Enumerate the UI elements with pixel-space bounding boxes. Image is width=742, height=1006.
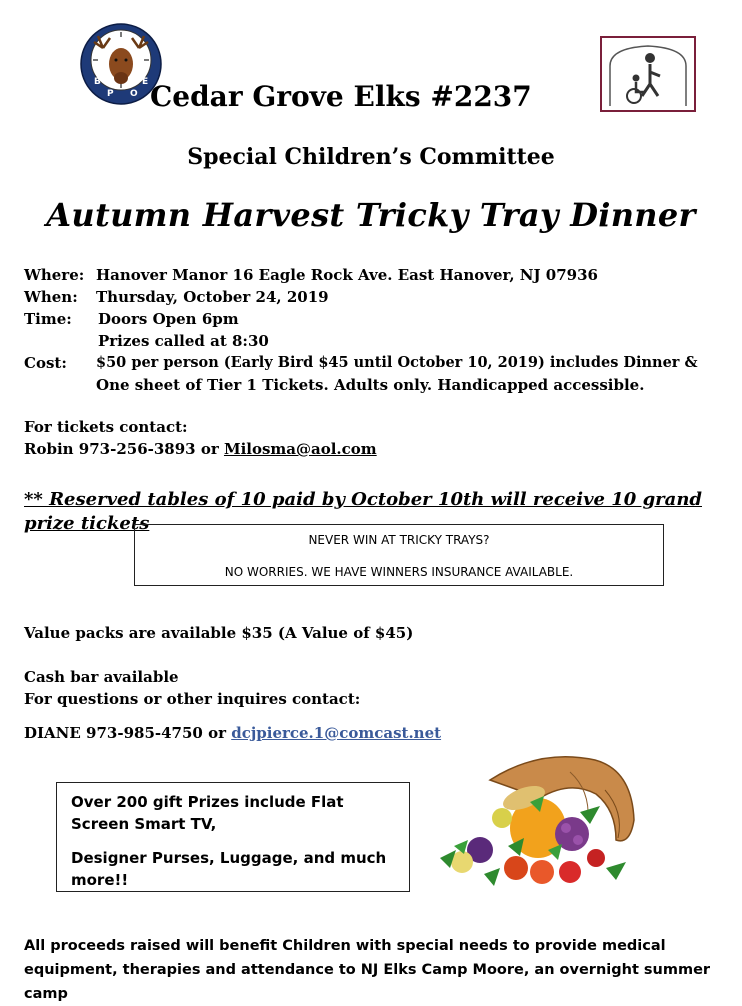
- time-value: Prizes called at 8:30: [98, 332, 269, 350]
- elks-logo-letter: E: [142, 77, 149, 87]
- tickets-heading: For tickets contact:: [24, 418, 188, 436]
- elks-logo-letter: O: [130, 89, 138, 99]
- time-label: Time:: [24, 310, 72, 328]
- where-label: Where:: [24, 266, 85, 284]
- event-title: Autumn Harvest Tricky Tray Dinner: [46, 196, 696, 234]
- cost-value: $50 per person (Early Bird $45 until October 10, 2019) includes Dinner &: [96, 354, 698, 371]
- prizes-line: Over 200 gift Prizes include Flat Screen Smart TV,: [71, 793, 344, 833]
- tickets-contact: [24, 440, 377, 458]
- where-value: Hanover Manor 16 Eagle Rock Ave. East Hanover, NJ 07936: [96, 266, 598, 284]
- insurance-line: NO WORRIES. WE HAVE WINNERS INSURANCE AVAILABLE.: [224, 565, 574, 579]
- tickets-email-link[interactable]: Milosma@aol.com: [223, 440, 377, 458]
- insurance-box: [134, 524, 664, 586]
- diane-contact-text: DIANE 973-985-4750 or: [24, 724, 232, 742]
- committee-title: Special Children’s Committee: [187, 144, 555, 170]
- prizes-line: Designer Purses, Luggage, and much more!!: [71, 849, 387, 889]
- when-value: Thursday, October 24, 2019: [96, 288, 329, 306]
- elks-logo-letter: P: [107, 89, 114, 99]
- value-packs: Value packs are available $35 (A Value of $45): [24, 624, 414, 642]
- special-children-logo: [600, 36, 696, 112]
- tickets-contact-text: Robin 973-256-3893 or: [24, 440, 224, 458]
- cost-label: Cost:: [24, 354, 67, 372]
- diane-contact: [24, 724, 441, 742]
- when-label: When:: [24, 288, 78, 306]
- cornucopia-image: [420, 750, 640, 895]
- org-name: Cedar Grove Elks #2237: [150, 80, 532, 113]
- time-value: Doors Open 6pm: [98, 310, 239, 328]
- insurance-line: NEVER WIN AT TRICKY TRAYS?: [308, 533, 490, 547]
- event-details: [0, 266, 742, 396]
- prizes-box: [56, 782, 410, 892]
- cost-value: One sheet of Tier 1 Tickets. Adults only. Handicapped accessible.: [96, 376, 645, 394]
- elks-logo-letter: B: [94, 77, 101, 87]
- questions-heading: For questions or other inquires contact:: [24, 690, 361, 708]
- reserved-tables-note: ** Reserved tables of 10 paid by October 10th will receive 10 grand prize tickets: [24, 489, 702, 534]
- cash-bar: Cash bar available: [24, 668, 179, 686]
- diane-email-link[interactable]: dcjpierce.1@comcast.net: [231, 724, 442, 742]
- proceeds-statement: All proceeds raised will benefit Children with special needs to provide medical equipment, therapies and attendance to NJ Elks Camp Moore, an overnight summer camp: [24, 938, 711, 1002]
